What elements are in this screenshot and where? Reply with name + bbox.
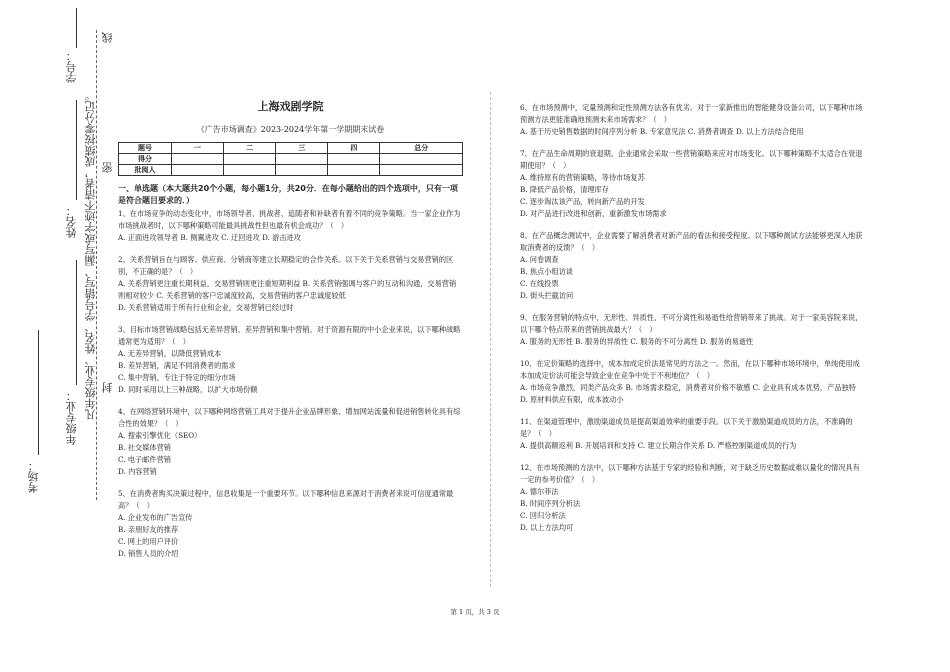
option-a[interactable]: A. 企业发布的广告宣传 <box>118 513 193 522</box>
score-row-label: 得分 <box>119 154 172 165</box>
question-7 <box>520 148 865 220</box>
name-label: 姓名： <box>65 205 78 238</box>
question-options[interactable]: A. 关系营销更注重长期利益，交易营销则更注重短期利益 B. 关系营销强调与客户的互动和沟通，交易营销则相对较少 C. 关系营销的客户忠诚度较高，交易营销的客户忠诚度较低 <box>118 279 457 300</box>
question-8 <box>520 230 865 302</box>
option-b[interactable]: B. 社交媒体营销 <box>118 443 171 452</box>
seal-mark-mi: 密 <box>101 162 114 173</box>
grader-row <box>119 165 463 176</box>
question-5 <box>118 488 463 560</box>
grader-cell[interactable] <box>380 165 463 176</box>
option-c[interactable]: C. 逐步淘汰该产品，转向新产品的开发 <box>520 197 645 206</box>
exam-title: 《广告市场调查》2023-2024学年第一学期期末试卷 <box>196 125 385 134</box>
seal-mark-xian: 线 <box>101 32 114 43</box>
grader-cell[interactable] <box>224 165 276 176</box>
score-cell[interactable] <box>380 154 463 165</box>
questions-right-column <box>520 102 865 534</box>
questions-left-column <box>118 208 463 560</box>
option-a[interactable]: A. 维持原有的营销策略，等待市场复苏 <box>520 173 645 182</box>
score-table-header-row <box>119 143 463 154</box>
grade-major-field[interactable] <box>76 260 77 385</box>
question-text: 1、在市场竞争的动态变化中，市场领导者、挑战者、追随者和补缺者有着不同的竞争策略。当一家企业作为市场挑战者时，以下哪种策略可能最具挑战性但也最有机会成功？（ ） <box>118 209 461 230</box>
score-col-header: 总分 <box>380 143 463 154</box>
question-text: 10、在定价策略的选择中，成本加成定价法是常见的方法之一。然而，在以下哪种市场环境中，单纯使用成本加成定价法可能会导致企业在竞争中处于不利地位？（ ） <box>520 359 860 380</box>
option-b[interactable]: B. 降低产品价格，清理库存 <box>520 185 609 194</box>
question-options[interactable]: A. 基于历史销售数据的时间序列分析 B. 专家意见法 C. 消费者调查 D. 以上方法结合使用 <box>520 127 804 136</box>
question-2 <box>118 254 463 314</box>
option-d[interactable]: D. 内容营销 <box>118 467 157 476</box>
question-text: 2、关系营销旨在与顾客、供应商、分销商等建立长期稳定的合作关系。以下关于关系营销与交易营销的区别，不正确的是？（ ） <box>118 255 454 276</box>
option-d[interactable]: D. 对产品进行改进和创新，重新激发市场需求 <box>520 209 667 218</box>
question-text: 11、在渠道管理中，激励渠道成员是提高渠道效率的重要手段。以下关于激励渠道成员的方法，不准确的是？（ ） <box>520 417 853 438</box>
column-divider <box>490 92 491 587</box>
student-id-label: 学号： <box>65 50 78 83</box>
score-cell[interactable] <box>328 154 380 165</box>
question-options[interactable]: A. 正面进攻领导者 B. 侧翼进攻 C. 迂回进攻 D. 游击进攻 <box>118 233 301 242</box>
grade-major-label: 年级专业： <box>65 390 78 445</box>
question-10 <box>520 358 865 406</box>
question-options[interactable]: A. 市场竞争激烈，同类产品众多 B. 市场需求稳定，消费者对价格不敏感 C. 企业具有成本优势，产品独特 D. 原材料供应有限，成本波动小 <box>520 383 856 404</box>
question-text: 3、目标市场营销战略包括无差异营销、差异营销和集中营销。对于资源有限的中小企业来说，以下哪种战略通常更为适用？（ ） <box>118 325 461 346</box>
score-col-header: 三 <box>276 143 328 154</box>
score-cell[interactable] <box>276 154 328 165</box>
score-cell[interactable] <box>224 154 276 165</box>
option-a[interactable]: A. 无差异营销，以降低营销成本 <box>118 349 222 358</box>
question-text: 4、在网络营销环境中，以下哪种网络营销工具对于提升企业品牌形象、增加网站流量和促进销售转化具有综合性的效果？（ ） <box>118 407 461 428</box>
score-table <box>118 142 463 176</box>
question-text: 5、在消费者购买决策过程中，信息收集是一个重要环节。以下哪种信息来源对于消费者来说可信度通常最高？（ ） <box>118 489 454 510</box>
question-11 <box>520 416 865 452</box>
option-d[interactable]: D. 街头拦截访问 <box>520 291 574 300</box>
question-1 <box>118 208 463 244</box>
option-d[interactable]: D. 销售人员的介绍 <box>118 549 179 558</box>
option-a[interactable]: A. 德尔菲法 <box>520 487 559 496</box>
option-a[interactable]: A. 搜索引擎优化（SEO） <box>118 431 202 440</box>
question-6 <box>520 102 865 138</box>
question-9 <box>520 312 865 348</box>
grader-cell[interactable] <box>276 165 328 176</box>
exam-site-label: 考场： <box>27 460 40 493</box>
question-text: 6、在市场预测中，定量预测和定性预测方法各有优劣。对于一家新推出的智能健身设备公司，以下哪种市场预测方法更能准确地预测未来市场需求？（ ） <box>520 103 863 124</box>
grader-cell[interactable] <box>172 165 224 176</box>
exam-site-field[interactable] <box>38 330 39 455</box>
section-heading: 一、单选题（本大题共20个小题，每小题1分，共20分．在每小题给出的四个选项中，只有一项是符合题目要求的．） <box>118 184 458 205</box>
score-row <box>119 154 463 165</box>
question-text: 12、在市场预测的方法中，以下哪种方法基于专家的经验和判断，对于缺乏历史数据或难以量化的情况具有一定的参考价值？（ ） <box>520 463 860 484</box>
page-footer: 第 1 页，共 3 页 <box>450 608 500 616</box>
score-col-header: 一 <box>172 143 224 154</box>
school-name: 上海戏剧学院 <box>257 100 324 113</box>
grader-cell[interactable] <box>328 165 380 176</box>
option-c[interactable]: C. 网上的用户评价 <box>118 537 179 546</box>
grader-row-label: 批阅人 <box>119 165 172 176</box>
option-b[interactable]: B. 时间序列分析法 <box>520 499 581 508</box>
question-options[interactable]: A. 提供高额返利 B. 开展培训和支持 C. 建立长期合作关系 D. 严格控制渠道成员的行为 <box>520 441 797 450</box>
binding-margin <box>0 0 114 672</box>
question-text: 8、在产品概念测试中，企业需要了解消费者对新产品的看法和接受程度。以下哪种测试方法能够更深入地获取消费者的反馈？（ ） <box>520 231 863 252</box>
option-b[interactable]: B. 差异营销，满足不同消费者的需求 <box>118 361 236 370</box>
option-d[interactable]: D. 同时采用以上三种战略，以扩大市场份额 <box>118 385 258 394</box>
question-12 <box>520 462 865 534</box>
option-a[interactable]: A. 问卷调查 <box>520 255 559 264</box>
score-col-header: 二 <box>224 143 276 154</box>
option-c[interactable]: C. 电子邮件营销 <box>118 455 171 464</box>
option-c[interactable]: C. 在线投票 <box>520 279 559 288</box>
question-option[interactable]: D. 关系营销适用于所有行业和企业，交易营销已经过时 <box>118 303 294 312</box>
question-options[interactable]: A. 服务的无形性 B. 服务的异质性 C. 服务的不可分离性 D. 服务的易逝性 <box>520 337 754 346</box>
question-3 <box>118 324 463 396</box>
name-field[interactable] <box>76 100 77 200</box>
question-4 <box>118 406 463 478</box>
student-id-field[interactable] <box>76 8 77 48</box>
score-cell[interactable] <box>172 154 224 165</box>
question-text: 7、在产品生命周期的衰退期，企业通常会采取一些营销策略来应对市场变化。以下哪种策略不太适合在衰退期使用？（ ） <box>520 149 863 170</box>
option-c[interactable]: C. 回归分析法 <box>520 511 566 520</box>
seal-mark-feng: 封 <box>101 382 114 393</box>
option-b[interactable]: B. 亲朋好友的推荐 <box>118 525 179 534</box>
question-text: 9、在服务营销的特点中，无形性、异质性、不可分离性和易逝性给营销带来了挑战。对于一家美容院来说，以下哪个特点带来的营销挑战最大？（ ） <box>520 313 863 334</box>
option-c[interactable]: C. 集中营销，专注于特定的细分市场 <box>118 373 236 382</box>
option-b[interactable]: B. 焦点小组访谈 <box>520 267 573 276</box>
option-d[interactable]: D. 以上方法均可 <box>520 523 574 532</box>
score-col-header: 四 <box>328 143 380 154</box>
score-col-header: 题号 <box>119 143 172 154</box>
exam-notice: 凡年级专业、姓名、学号错写、漏写或字迹不清者，成绩按零分记。 <box>84 90 97 420</box>
